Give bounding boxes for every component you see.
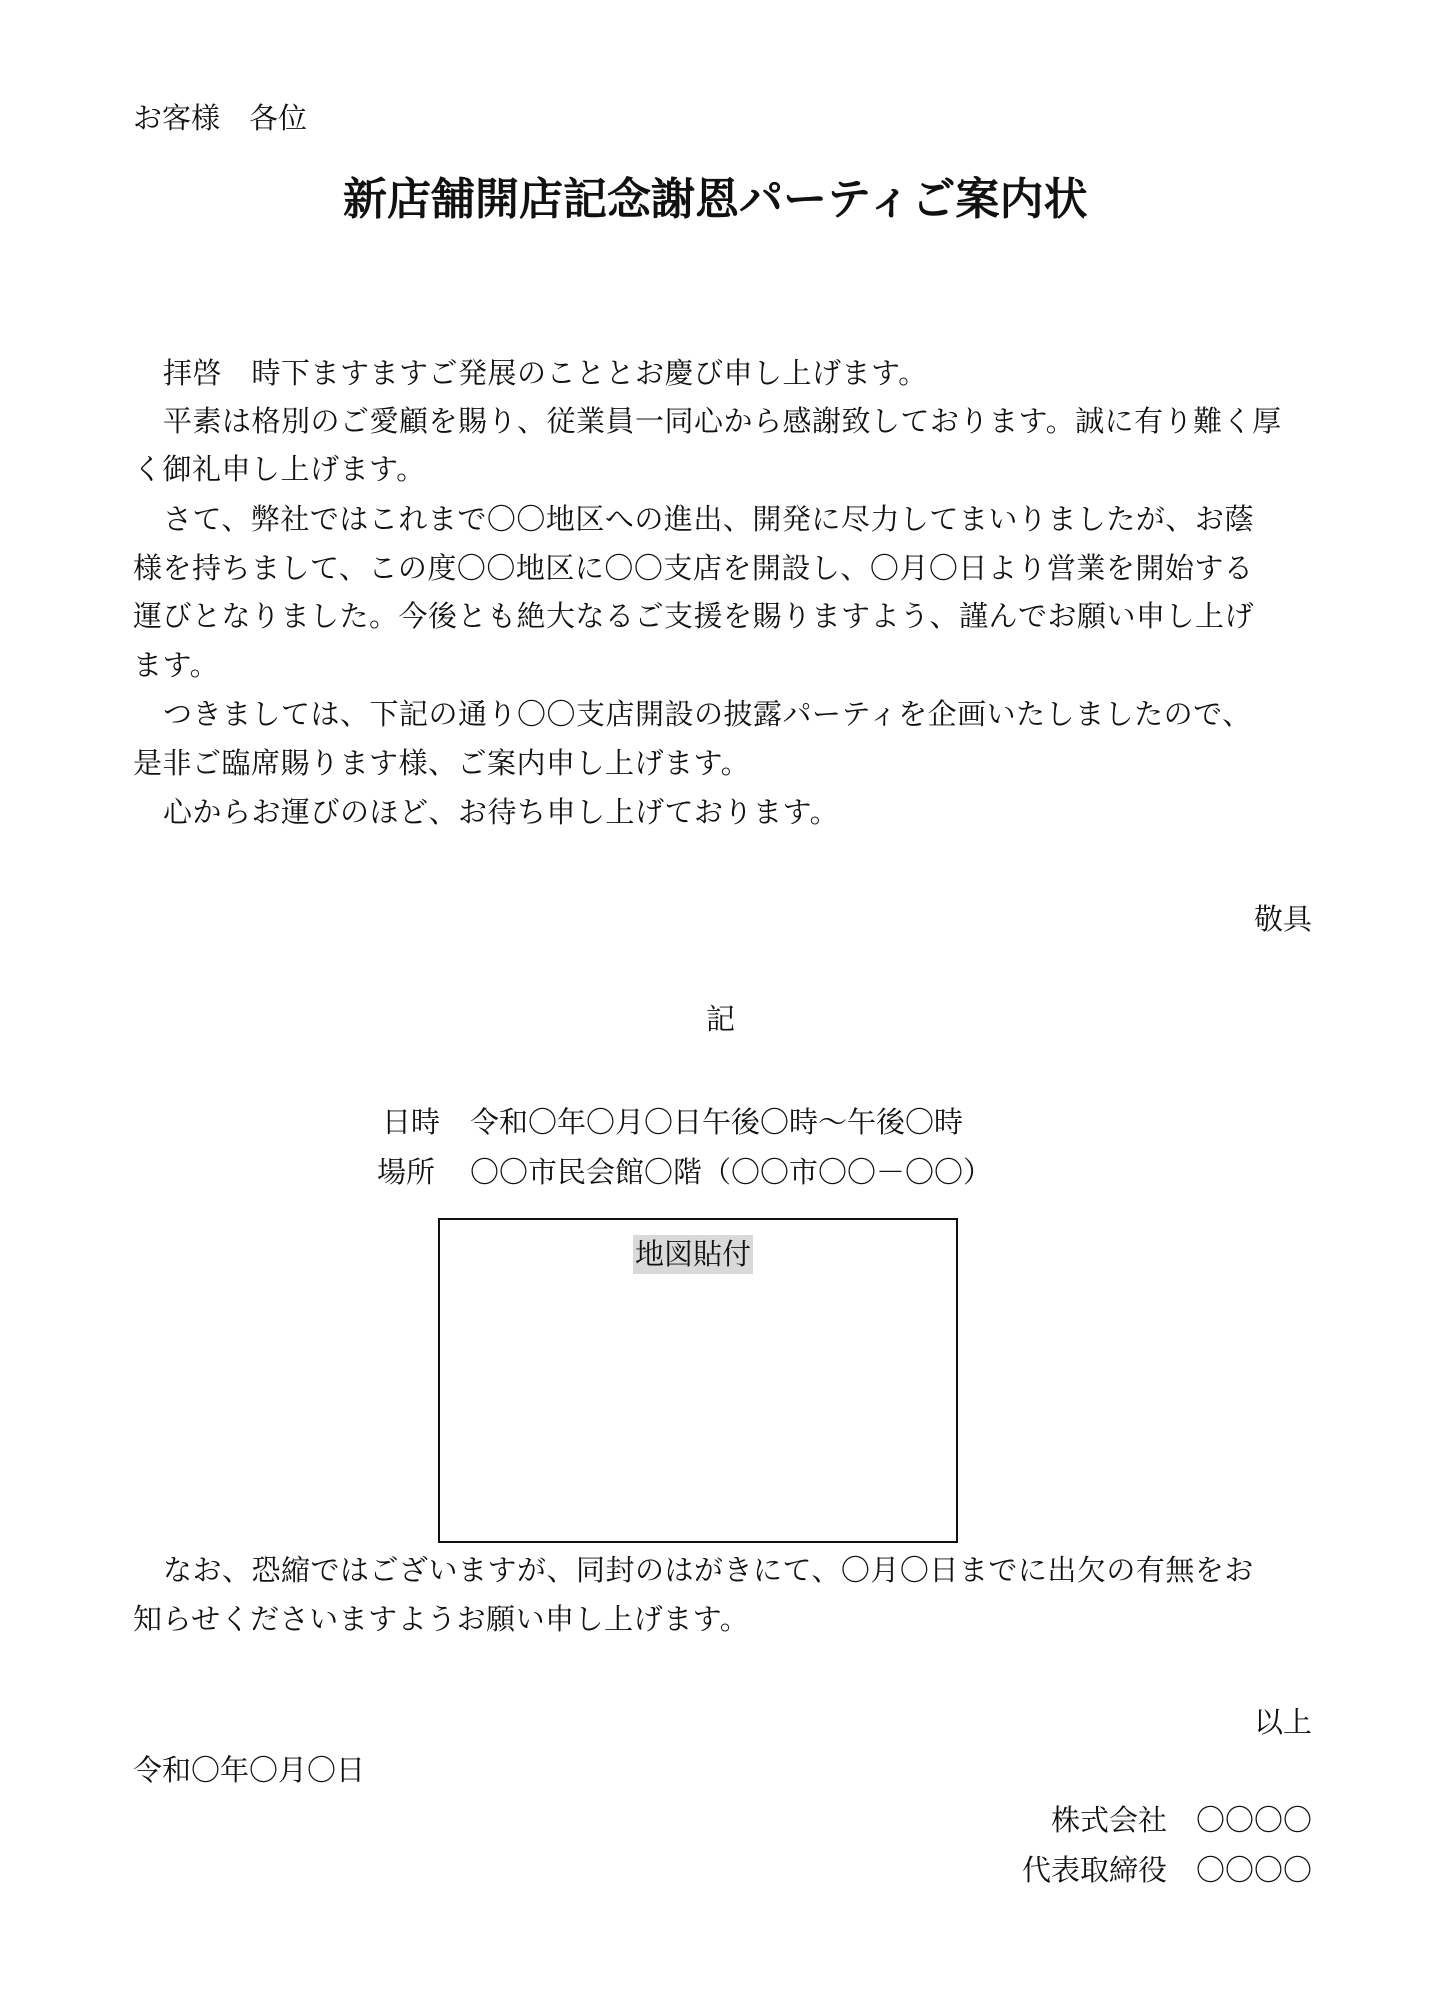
body-line: 運びとなりました。今後とも絶大なるご支援を賜りますよう、謹んでお願い申し上げ [133, 599, 1255, 633]
sender-company [1050, 1803, 1312, 1837]
addressee: お客様 各位 [133, 101, 308, 135]
body-line: ます。 [133, 648, 220, 682]
closing-keigu: 敬具 [1253, 902, 1312, 936]
body-line: 是非ご臨席賜ります様、ご案内申し上げます。 [133, 746, 751, 780]
place-value: 〇〇市民会館〇階（〇〇市〇〇－〇〇） [470, 1155, 993, 1189]
body-line: 拝啓 時下ますますご発展のこととお慶び申し上げます。 [163, 356, 928, 390]
body-line: 平素は格別のご愛顧を賜り、従業員一同心から感謝致しております。誠に有り難く厚 [163, 404, 1282, 438]
map-placeholder-label: 地図貼付 [633, 1235, 753, 1274]
place-label: 場所 [377, 1155, 436, 1189]
closing-ijo: 以上 [1253, 1705, 1312, 1739]
datetime-value: 令和〇年〇月〇日午後〇時～午後〇時 [470, 1105, 964, 1139]
page-title: 新店舗開店記念謝恩パーティご案内状 [343, 174, 1088, 225]
body-line: 心からお運びのほど、お待ち申し上げております。 [163, 795, 840, 829]
sender-representative [1021, 1853, 1312, 1887]
company-name: 〇〇〇〇 [1195, 1803, 1312, 1837]
datetime-label: 日時 [382, 1105, 441, 1139]
rep-name: 〇〇〇〇 [1195, 1853, 1312, 1887]
map-placeholder-box [438, 1218, 958, 1543]
rep-label: 代表取締役 [1021, 1853, 1167, 1887]
company-label: 株式会社 [1050, 1803, 1167, 1837]
body-line: 様を持ちまして、この度〇〇地区に〇〇支店を開設し、〇月〇日より営業を開始する [133, 551, 1254, 585]
body-line: つきましては、下記の通り〇〇支店開設の披露パーティを企画いたしましたので、 [163, 697, 1252, 731]
note-line: 知らせくださいますようお願い申し上げます。 [133, 1602, 750, 1636]
body-line: さて、弊社ではこれまで〇〇地区への進出、開発に尽力してまいりましたが、お蔭 [163, 502, 1254, 536]
note-line: なお、恐縮ではございますが、同封のはがきにて、〇月〇日までに出欠の有無をお [163, 1553, 1254, 1587]
body-line: く御礼申し上げます。 [133, 452, 426, 486]
issue-date: 令和〇年〇月〇日 [133, 1753, 366, 1787]
ki-heading: 記 [706, 1002, 736, 1036]
